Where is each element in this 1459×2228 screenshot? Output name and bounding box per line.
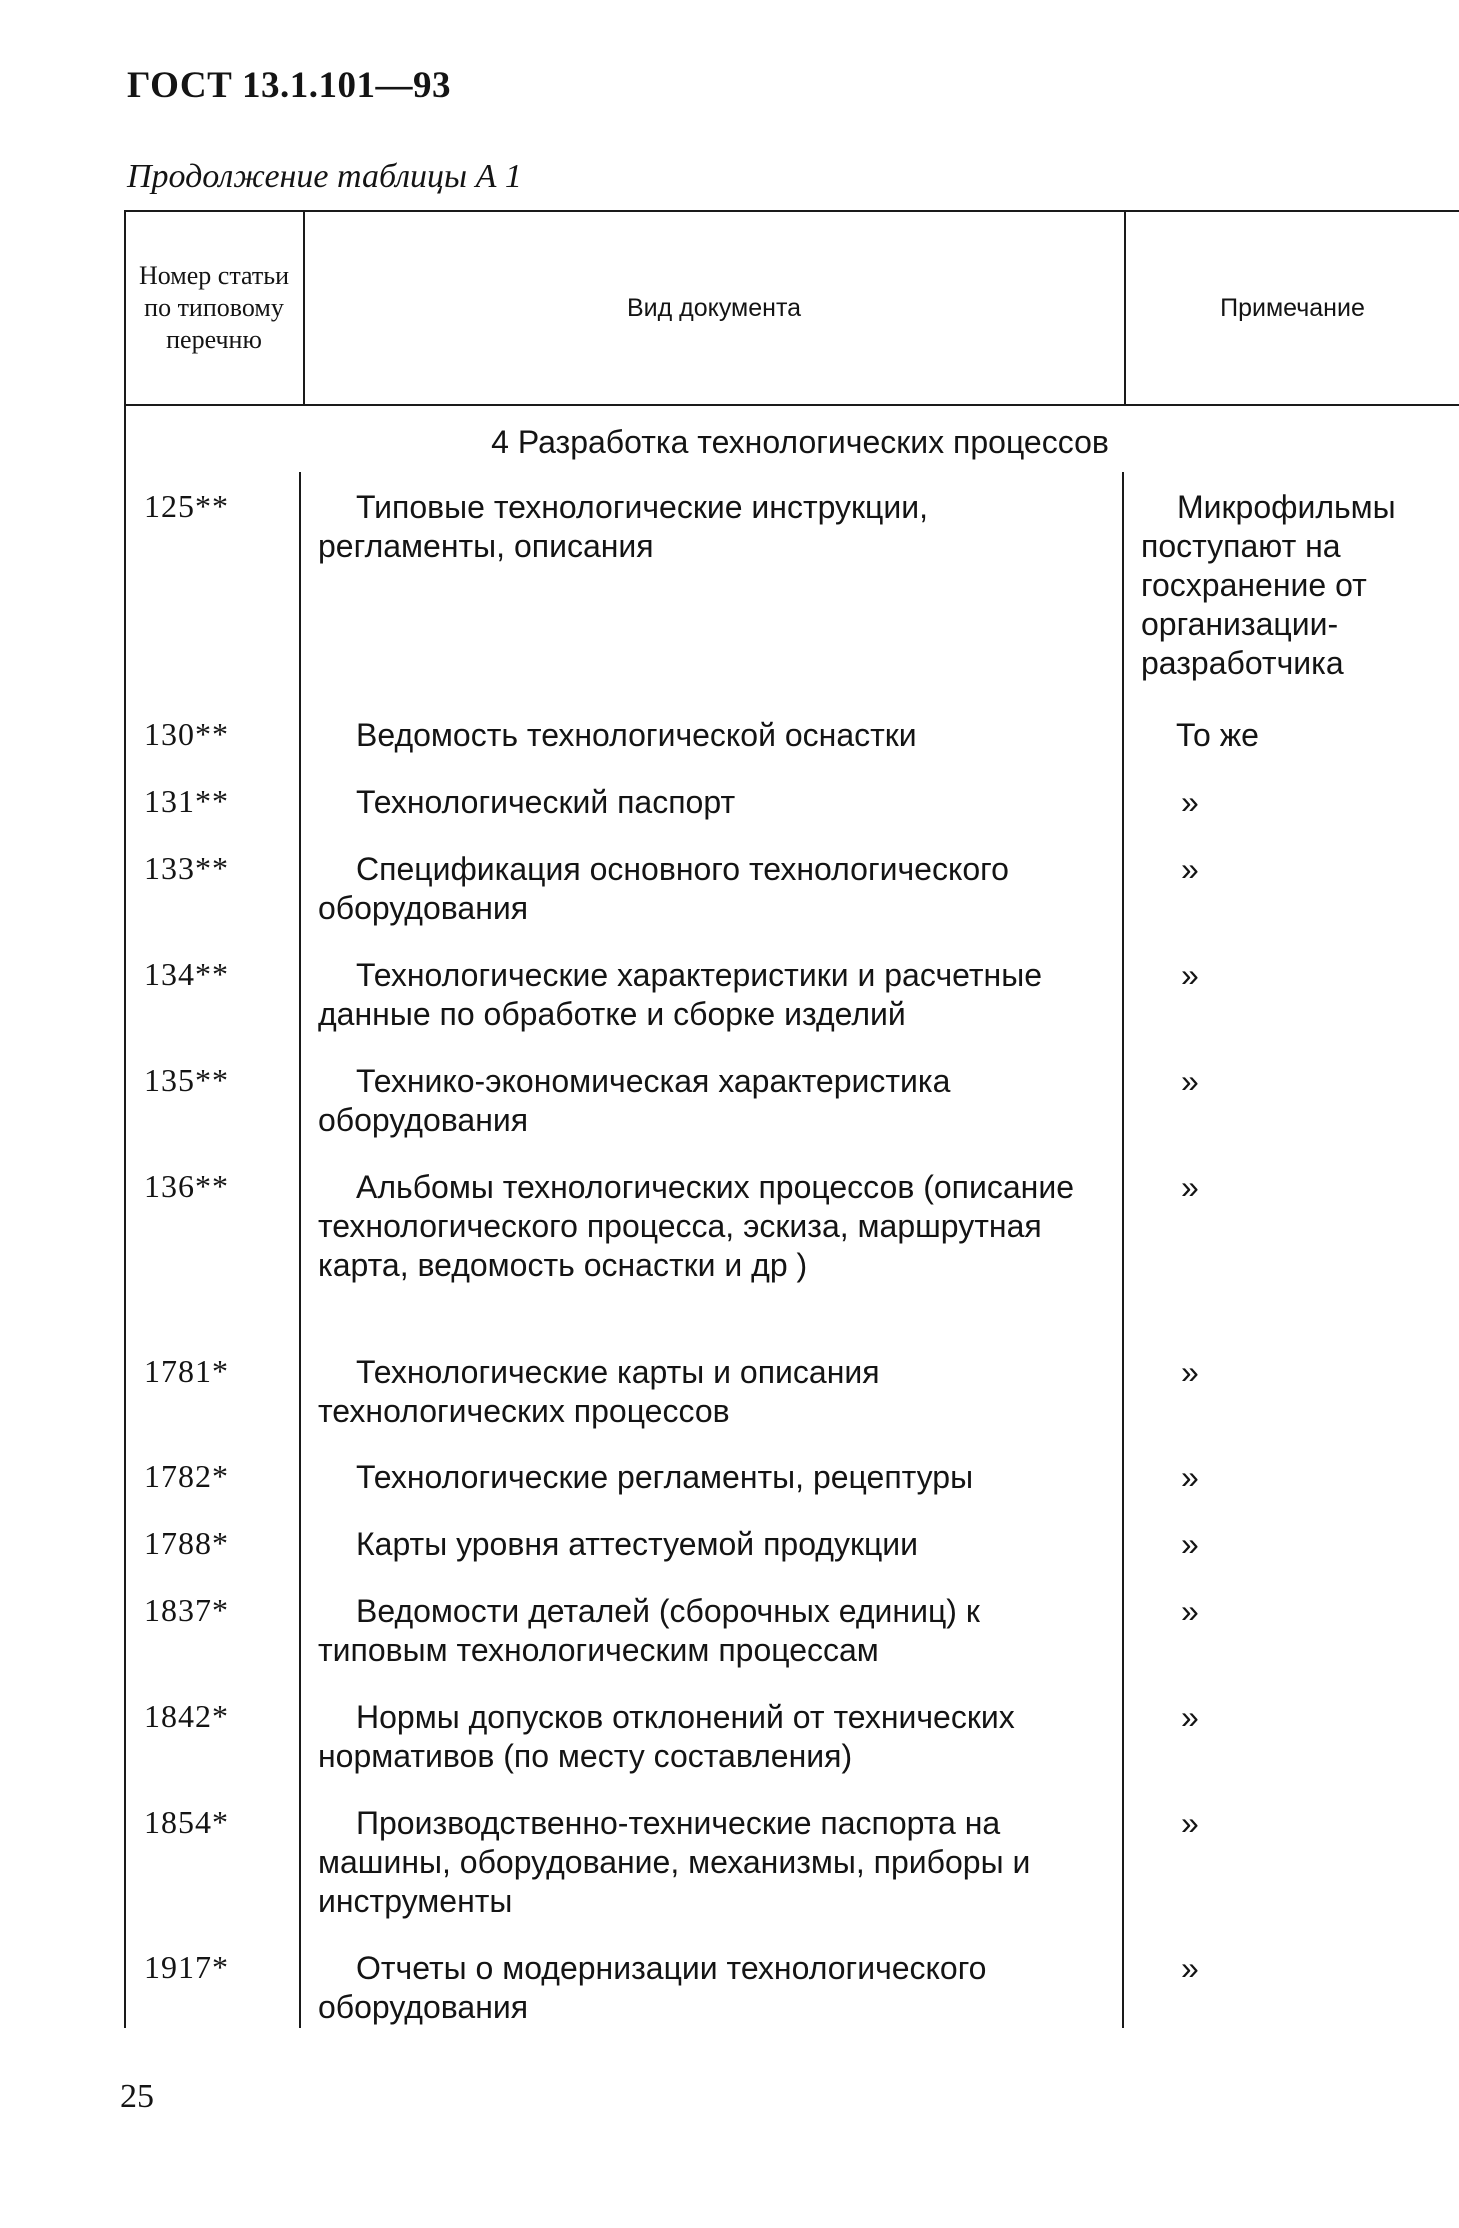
column-header-note: Примечание (1220, 293, 1365, 322)
row-note: » (1181, 1459, 1199, 1495)
row-number: 135** (144, 1062, 229, 1098)
body-divider-2 (1122, 472, 1124, 2028)
row-number: 136** (144, 1168, 229, 1204)
header-bottom-rule (124, 404, 1459, 406)
row-note: » (1181, 1805, 1199, 1841)
column-header-number: Номер статьи по типовому перечню (139, 261, 289, 354)
row-note: » (1181, 957, 1199, 993)
row-document: Производственно-технические паспорта на машины, оборудование, механизмы, приборы и инструменты (318, 1805, 1031, 1919)
column-header-document-type: Вид документа (626, 293, 802, 322)
row-note: То же (1176, 717, 1259, 753)
row-note: » (1181, 1593, 1199, 1629)
row-number: 1788* (144, 1525, 229, 1561)
row-document: Альбомы технологических процессов (описание технологического процесса, эскиза, маршрутная карта, ведомость оснастки и др ) (318, 1169, 1074, 1283)
row-document: Карты уровня аттестуемой продукции (356, 1526, 919, 1562)
row-document: Технологический паспорт (356, 784, 736, 820)
row-document: Типовые технологические инструкции, регламенты, описания (318, 489, 928, 564)
row-document: Технологические регламенты, рецептуры (356, 1459, 974, 1495)
row-number: 125** (144, 488, 229, 524)
row-number: 1837* (144, 1592, 229, 1628)
row-note: » (1181, 1950, 1199, 1986)
row-note: » (1181, 1354, 1199, 1390)
row-note: » (1181, 1699, 1199, 1735)
row-note: » (1181, 1526, 1199, 1562)
row-document: Ведомость технологической оснастки (356, 717, 917, 753)
row-note: » (1181, 851, 1199, 887)
row-note: » (1181, 784, 1199, 820)
row-number: 1854* (144, 1804, 229, 1840)
row-document: Технологические характеристики и расчетные данные по обработке и сборке изделий (318, 957, 1042, 1032)
row-number: 131** (144, 783, 229, 819)
row-note: » (1181, 1063, 1199, 1099)
row-document: Технологические карты и описания технологических процессов (318, 1354, 880, 1429)
row-number: 130** (144, 716, 229, 752)
table-left-rule (124, 210, 126, 2028)
table-caption: Продолжение таблицы А 1 (127, 158, 522, 195)
page-number: 25 (120, 2078, 154, 2115)
section-title: 4 Разработка технологических процессов (491, 424, 1109, 460)
row-number: 133** (144, 850, 229, 886)
document-header: ГОСТ 13.1.101—93 (127, 65, 451, 106)
row-number: 1782* (144, 1458, 229, 1494)
row-number: 1842* (144, 1698, 229, 1734)
row-number: 1917* (144, 1949, 229, 1985)
row-document: Отчеты о модернизации технологического оборудования (318, 1950, 987, 2025)
row-document: Ведомости деталей (сборочных единиц) к типовым технологическим процессам (318, 1593, 980, 1668)
row-document: Нормы допусков отклонений от технических нормативов (по месту составления) (318, 1699, 1015, 1774)
row-number: 134** (144, 956, 229, 992)
row-note: Микрофильмы поступают на госхранение от организации-разработчика (1141, 489, 1396, 681)
row-document: Технико-экономическая характеристика оборудования (318, 1063, 951, 1138)
row-number: 1781* (144, 1353, 229, 1389)
row-note: » (1181, 1169, 1199, 1205)
row-document: Спецификация основного технологического оборудования (318, 851, 1009, 926)
table-top-rule (124, 210, 1459, 212)
body-divider-1 (299, 472, 301, 2028)
